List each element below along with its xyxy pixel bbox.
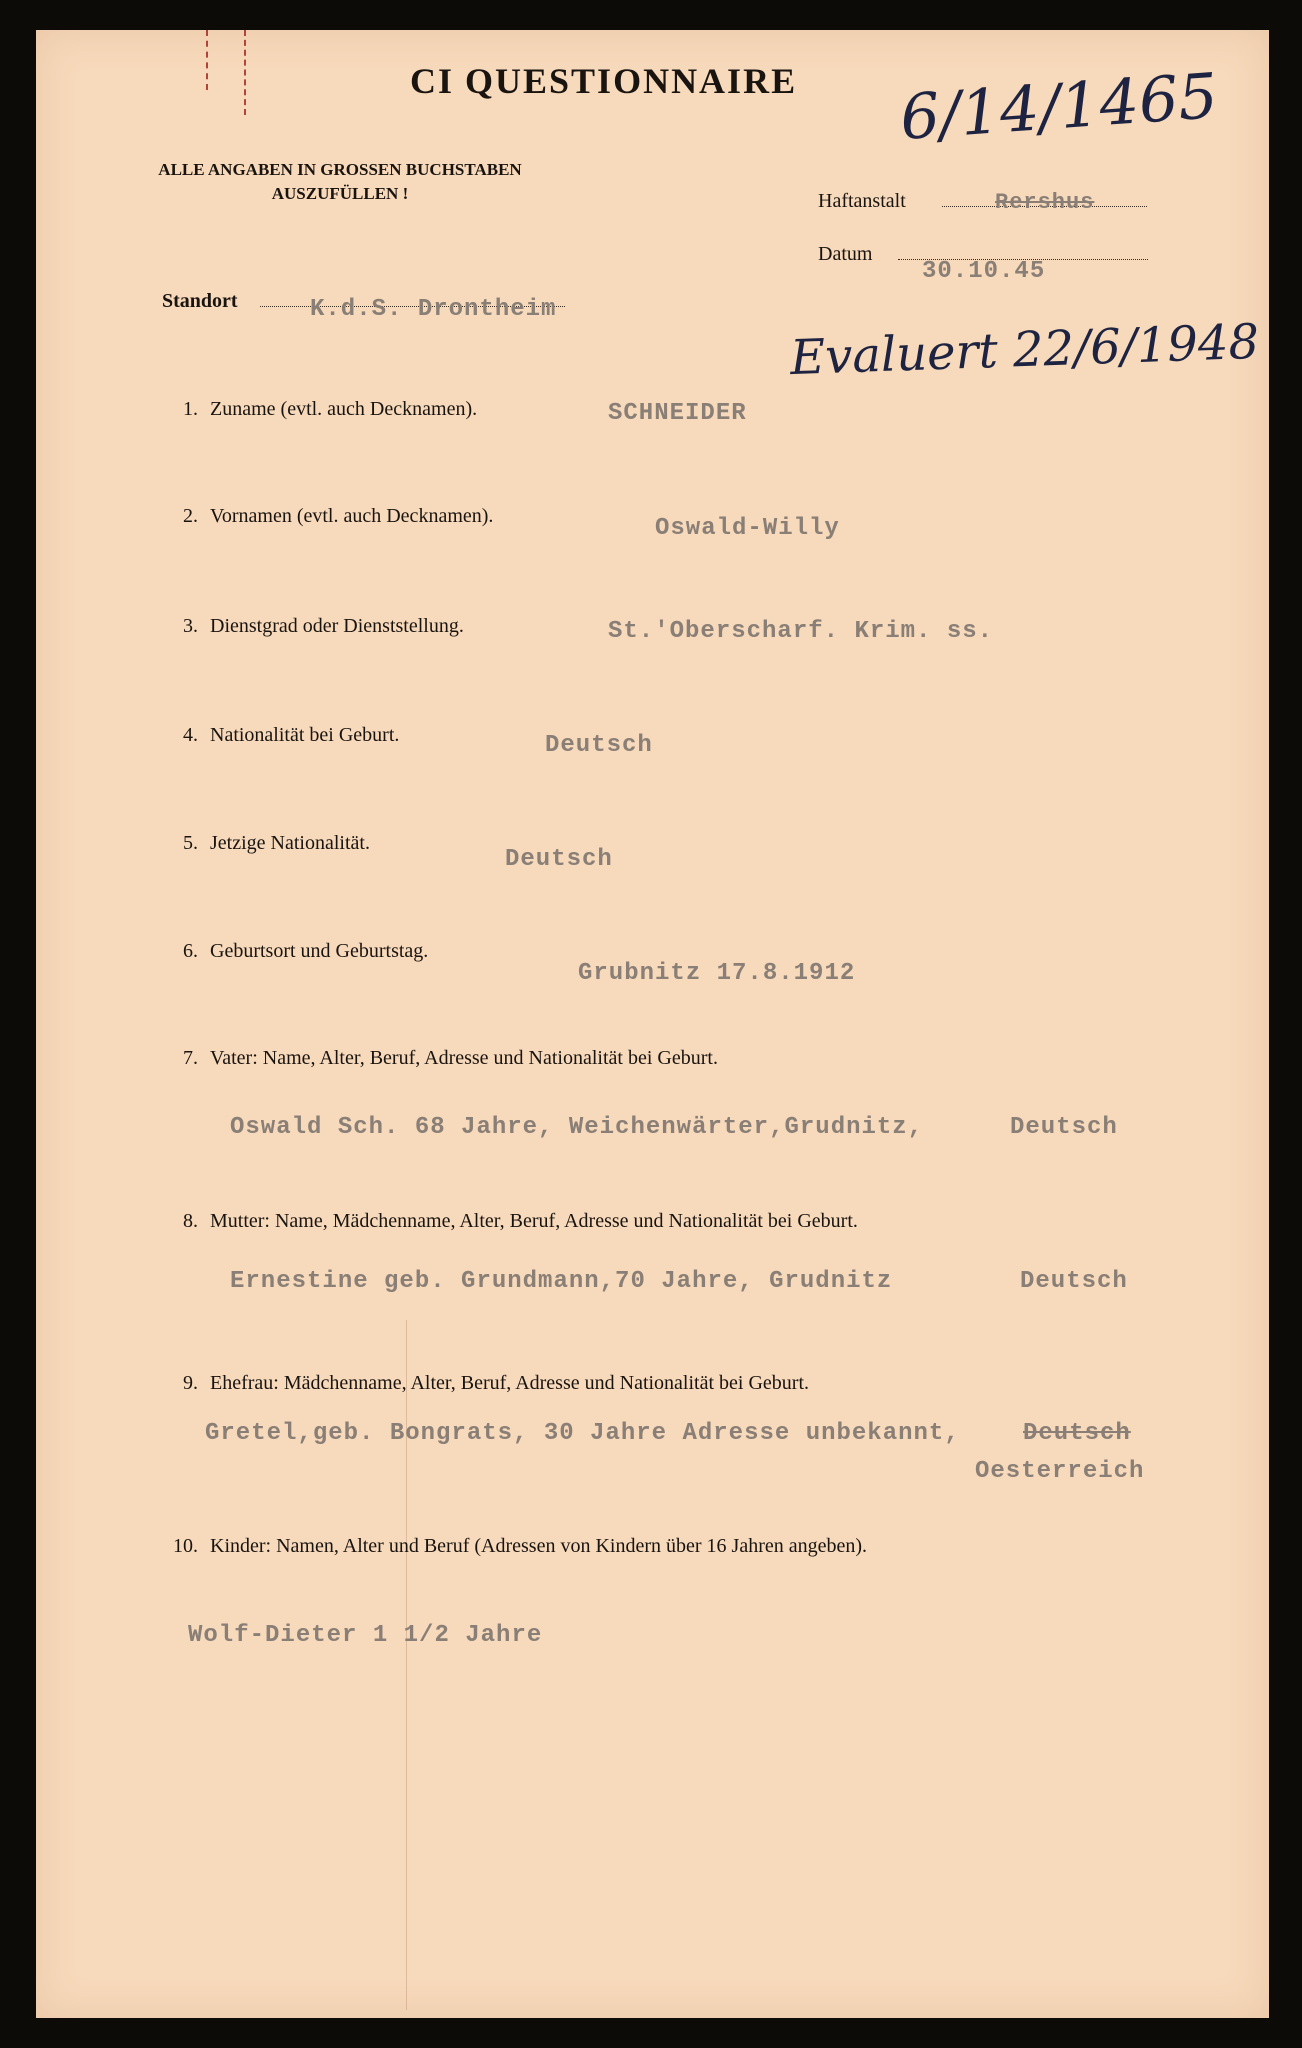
question-number: 9. (183, 1372, 198, 1394)
instruction-line-1: ALLE ANGABEN IN GROSSEN BUCHSTABEN (158, 160, 522, 179)
question-7 (160, 1047, 718, 1070)
question-text: Mutter: Name, Mädchenname, Alter, Beruf, Adresse und Nationalität bei Geburt. (210, 1210, 858, 1232)
question-number: 8. (183, 1210, 198, 1232)
standort-label: Standort (162, 290, 238, 312)
answer-4: Deutsch (545, 732, 653, 759)
question-text: Dienstgrad oder Dienststellung. (210, 615, 464, 637)
answer-9: Gretel,geb. Bongrats, 30 Jahre Adresse unbekannt, (205, 1420, 960, 1447)
question-6 (160, 940, 428, 963)
instruction-line-2: AUSZUFÜLLEN ! (271, 184, 409, 203)
handwritten-evaluation: Evaluert 22/6/1948 (789, 313, 1260, 387)
answer-9-nationality: Oesterreich (975, 1458, 1145, 1485)
question-4 (160, 724, 399, 747)
haftanstalt-label: Haftanstalt (818, 190, 906, 212)
question-number: 3. (183, 615, 198, 637)
question-10 (160, 1535, 867, 1558)
question-8 (160, 1210, 858, 1233)
question-text: Kinder: Namen, Alter und Beruf (Adressen von Kindern über 16 Jahren angeben). (210, 1535, 868, 1557)
answer-7: Oswald Sch. 68 Jahre, Weichenwärter,Grudnitz, (230, 1114, 924, 1141)
answer-6: Grubnitz 17.8.1912 (578, 960, 856, 987)
datum-label: Datum (818, 243, 873, 265)
question-text: Nationalität bei Geburt. (210, 724, 400, 746)
red-pencil-mark (244, 30, 248, 115)
question-number: 7. (183, 1047, 198, 1069)
question-number: 10. (173, 1535, 198, 1557)
question-3 (160, 615, 464, 638)
red-pencil-mark (206, 30, 210, 90)
question-text: Ehefrau: Mädchenname, Alter, Beruf, Adresse und Nationalität bei Geburt. (210, 1372, 810, 1394)
handwritten-reference: 6/14/1465 (897, 59, 1221, 154)
question-text: Vater: Name, Alter, Beruf, Adresse und Nationalität bei Geburt. (210, 1047, 718, 1069)
question-9 (160, 1372, 809, 1395)
question-text: Jetzige Nationalität. (210, 832, 370, 854)
instructions (120, 158, 560, 206)
question-1 (160, 398, 477, 421)
answer-3: St.'Oberscharf. Krim. ss. (608, 618, 994, 645)
answer-5: Deutsch (505, 846, 613, 873)
answer-8: Ernestine geb. Grundmann,70 Jahre, Grudnitz (230, 1268, 893, 1295)
standort-value: K.d.S. Drontheim (310, 296, 557, 323)
answer-7-nationality: Deutsch (1010, 1114, 1118, 1141)
answer-2: Oswald-Willy (655, 515, 840, 542)
question-number: 1. (183, 398, 198, 420)
form-title: CI QUESTIONNAIRE (410, 61, 798, 101)
answer-10: Wolf-Dieter 1 1/2 Jahre (188, 1622, 543, 1649)
answer-8-nationality: Deutsch (1020, 1268, 1128, 1295)
question-text: Zuname (evtl. auch Decknamen). (210, 398, 478, 420)
question-number: 4. (183, 724, 198, 746)
question-text: Vornamen (evtl. auch Decknamen). (210, 505, 494, 527)
question-number: 2. (183, 505, 198, 527)
haftanstalt-value: Rershus (995, 190, 1095, 215)
datum-value: 30.10.45 (922, 258, 1046, 285)
question-text: Geburtsort und Geburtstag. (210, 940, 429, 962)
question-number: 5. (183, 832, 198, 854)
answer-9-nationality-struck: Deutsch (1023, 1420, 1131, 1447)
answer-1: SCHNEIDER (608, 400, 747, 427)
question-5 (160, 832, 370, 855)
question-number: 6. (183, 940, 198, 962)
question-2 (160, 505, 493, 528)
